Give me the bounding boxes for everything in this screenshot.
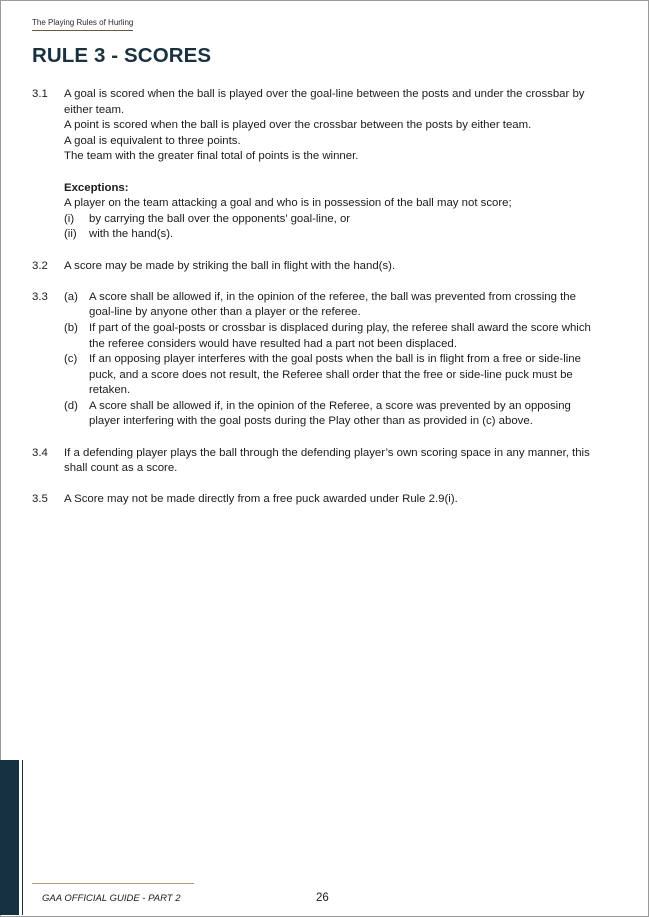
clause-3-4	[32, 446, 592, 477]
clause-number: 3.4	[32, 446, 48, 459]
exception-item	[64, 212, 592, 228]
sub-clause-label: (c)	[64, 353, 78, 366]
exception-label: (i)	[64, 212, 75, 225]
exception-item	[64, 227, 592, 243]
exceptions-intro: A player on the team attacking a goal and who is in possession of the ball may not score;	[64, 197, 512, 210]
clause-text: If a defending player plays the ball through the defending player’s own scoring space in any manner, this shall count as a score.	[64, 446, 590, 475]
sub-clause-c	[64, 352, 592, 399]
running-header: The Playing Rules of Hurling	[32, 18, 133, 31]
clause-line: A point is scored when the ball is played over the crossbar between the posts by either team.	[64, 119, 532, 132]
clause-line: A goal is scored when the ball is played over the goal-line between the posts and under the crossbar by either team.	[64, 88, 585, 116]
footer-divider	[32, 883, 194, 884]
footer-guide-label: GAA OFFICIAL GUIDE - PART 2	[42, 893, 181, 904]
clause-3-3	[32, 290, 592, 430]
exception-text: with the hand(s).	[89, 228, 174, 241]
clause-text: A score may be made by striking the ball in flight with the hand(s).	[64, 259, 396, 272]
sub-clause-a	[64, 290, 592, 321]
clause-text: A Score may not be made directly from a free puck awarded under Rule 2.9(i).	[64, 493, 458, 506]
sub-clause-text: If part of the goal-posts or crossbar is displaced during play, the referee shall award the score which the referee considers would have resulted had a part not been displaced.	[89, 321, 591, 350]
sub-clause-text: A score shall be allowed if, in the opinion of the referee, the ball was prevented from crossing the goal-line by anyone other than a player or the referee.	[89, 290, 576, 319]
clause-line: The team with the greater final total of points is the winner.	[64, 150, 359, 163]
clause-number: 3.3	[32, 290, 48, 303]
page-title: RULE 3 - SCORES	[32, 44, 212, 67]
decorative-side-bar	[0, 760, 19, 915]
clause-number: 3.2	[32, 259, 48, 272]
sub-clause-b	[64, 321, 592, 352]
clause-number: 3.1	[32, 88, 48, 100]
exceptions-heading: Exceptions:	[64, 181, 129, 194]
clause-3-1	[32, 87, 592, 243]
decorative-side-line	[22, 760, 23, 915]
clause-3-2	[32, 259, 592, 275]
rule-body	[32, 87, 592, 524]
sub-clause-label: (a)	[64, 290, 78, 303]
clause-3-5	[32, 492, 592, 508]
clause-number: 3.5	[32, 493, 48, 506]
exception-text: by carrying the ball over the opponents’ goal-line, or	[89, 212, 351, 225]
exception-label: (ii)	[64, 228, 77, 241]
page-number: 26	[316, 892, 329, 904]
clause-line: A goal is equivalent to three points.	[64, 134, 241, 147]
sub-clause-text: If an opposing player interferes with the goal posts when the ball is in flight from a free or side-line puck, and a score does not result, the Referee shall order that the free or side-line puck must be retaken.	[89, 353, 581, 397]
sub-clause-label: (d)	[64, 399, 78, 412]
sub-clause-text: A score shall be allowed if, in the opinion of the Referee, a score was prevented by an opposing player interfering with the goal posts during the Play other than as provided in (c) above.	[89, 399, 571, 428]
sub-clause-label: (b)	[64, 321, 78, 334]
sub-clause-d	[64, 399, 592, 430]
